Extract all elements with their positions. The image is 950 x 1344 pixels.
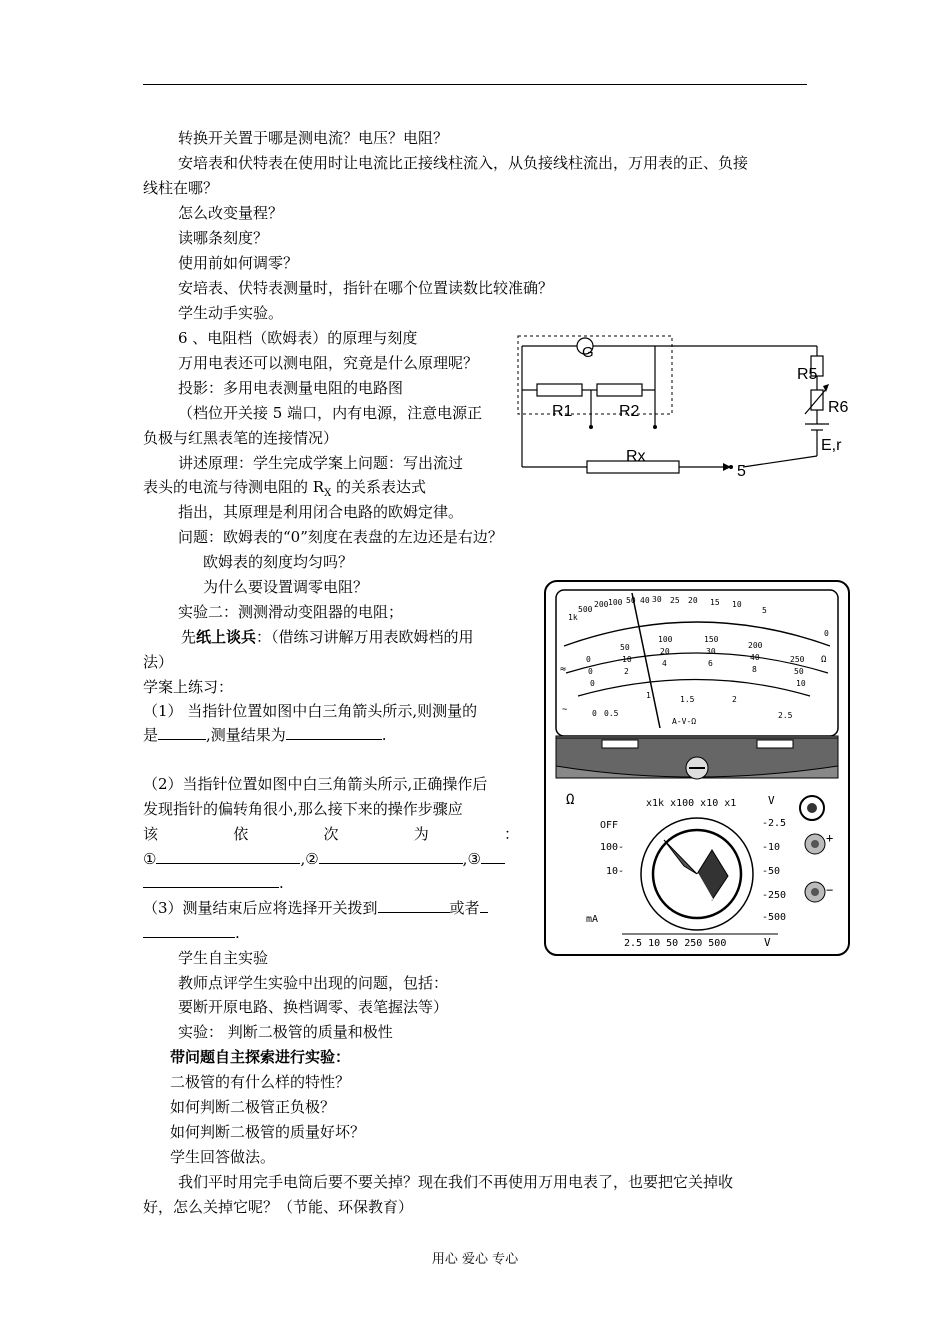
answer-blank <box>158 725 206 740</box>
paragraph-line: 学案上练习： <box>143 678 234 696</box>
paragraph-line: 万用电表还可以测电阻，究竟是什么原理呢？ <box>178 354 479 372</box>
exercise-line: 是 ,测量结果为 . <box>143 726 387 744</box>
paragraph-line: 使用前如何调零？ <box>178 254 299 272</box>
range-label: 100- <box>600 842 625 853</box>
paragraph-line: 转换开关置于哪是测电流？电压？电阻？ <box>178 129 449 147</box>
multimeter-illustration <box>542 578 854 960</box>
paragraph-line: 教师点评学生实验中出现的问题，包括： <box>178 974 449 992</box>
exercise-line: 发现指针的偏转角很小,那么接下来的操作步骤应 <box>143 800 463 818</box>
answer-blank <box>378 898 450 913</box>
paragraph-line: 我们平时用完手电筒后要不要关掉？现在我们不再使用万用电表了，也要把它关掉收 <box>178 1173 734 1191</box>
exercise-line: . <box>143 923 240 943</box>
voltage-top-label: V <box>768 794 775 807</box>
ma-label: mA <box>586 914 599 925</box>
answer-blank <box>156 849 300 864</box>
paragraph-line: 线柱在哪？ <box>143 179 219 197</box>
paragraph-line: 实验二：测测滑动变阻器的电阻； <box>178 603 404 621</box>
bottom-v-label: V <box>764 936 771 949</box>
paragraph-line: 学生自主实验 <box>178 949 269 967</box>
paragraph-line: 法） <box>143 653 174 671</box>
header-rule <box>143 84 807 85</box>
dc-scale-50: 0 10 20 30 40 50 <box>588 647 804 676</box>
r5-label: R5 <box>797 366 818 383</box>
range-label: -50 <box>762 866 781 877</box>
paragraph-line: 学生动手实验。 <box>178 304 284 322</box>
r1-label: R1 <box>552 403 573 420</box>
svg-text:~: ~ <box>562 705 568 715</box>
off-label: OFF <box>600 820 619 831</box>
positive-terminal-label: + <box>826 831 834 845</box>
paragraph-line: 好，怎么关掉它呢？（节能、环保教育） <box>143 1198 414 1216</box>
paragraph-line: 问题：欧姆表的“0”刻度在表盘的左边还是右边？ <box>178 528 503 546</box>
paragraph-line: 欧姆表的刻度均匀吗？ <box>203 553 354 571</box>
range-label: -10 <box>762 842 781 853</box>
paragraph-line: 为什么要设置调零电阻？ <box>203 578 369 596</box>
paragraph-line: 投影：多用电表测量电阻的电路图 <box>178 379 404 397</box>
range-label: 10- <box>606 866 625 877</box>
range-label: -250 <box>762 890 787 901</box>
answer-blank <box>143 873 279 888</box>
galvanometer-label: G <box>582 344 594 361</box>
answer-blank <box>143 923 235 938</box>
ohm-range-symbol: Ω <box>566 792 575 808</box>
answer-blank <box>481 849 505 864</box>
paragraph-line: 二极管的有什么样的特性？ <box>170 1073 351 1091</box>
svg-text:≈: ≈ <box>560 664 567 675</box>
exercise-line: （1） 当指针位置如图中白三角箭头所示,则测量的 <box>143 702 478 720</box>
range-label: -2.5 <box>762 818 787 829</box>
answer-blank <box>480 898 488 913</box>
paragraph-line: 负极与红黑表笔的连接情况） <box>143 429 339 447</box>
exercise-line: （2）当指针位置如图中白三角箭头所示,正确操作后 <box>143 775 488 793</box>
paragraph-line: 要断开原电路、换档调零、表笔握法等） <box>178 998 449 1016</box>
ohm-symbol: Ω <box>821 655 827 665</box>
paragraph-line: 指出，其原理是利用闭合电路的欧姆定律。 <box>178 503 464 521</box>
exercise-line: 该 依 次 为 ： <box>143 825 519 843</box>
ac-scale: 0 0.5 1 1.5 2 2.5 <box>592 691 793 720</box>
paragraph-line: 怎么改变量程？ <box>178 204 284 222</box>
ohmmeter-circuit-diagram <box>505 330 860 500</box>
paragraph-line: （档位开关接 5 端口，内有电源，注意电源正 <box>178 404 483 422</box>
page-footer: 用心 爱心 专心 <box>431 1252 519 1267</box>
bold-heading: 带问题自主探索进行实验： <box>170 1048 351 1066</box>
negative-terminal-label: − <box>826 883 834 897</box>
r2-label: R2 <box>619 403 640 420</box>
paragraph-line: 讲述原理：学生完成学案上问题：写出流过 <box>178 454 464 472</box>
paragraph-line: 如何判断二极管的质量好坏？ <box>170 1123 366 1141</box>
paragraph-line: 先纸上谈兵：（借练习讲解万用表欧姆档的用 <box>181 628 474 646</box>
exercise-line: . <box>143 873 284 893</box>
paragraph-line: 学生回答做法。 <box>170 1148 276 1166</box>
paragraph-line: 安培表、伏特表测量时，指针在哪个位置读数比较准确？ <box>178 279 554 297</box>
paragraph-line: 安培表和伏特表在使用时让电流比正接线柱流入，从负接线柱流出，万用表的正、负接 <box>178 154 749 172</box>
port-label: 5 <box>737 463 746 480</box>
paragraph-line: 实验： 判断二极管的质量和极性 <box>178 1023 393 1041</box>
answer-blank <box>286 725 382 740</box>
ohm-range-labels: x1k x100 x10 x1 <box>646 798 737 809</box>
dc-scale-10: 0 2 4 6 8 10 <box>590 659 806 688</box>
rx-label: Rx <box>626 448 646 465</box>
paragraph-line: 表头的电流与待测电阻的 $R_X$ 的关系表达式 <box>143 478 426 499</box>
bottom-ranges: 2.5 10 50 250 500 <box>624 938 727 949</box>
battery-label: E,r <box>821 437 842 454</box>
exercise-line: ① ,② ,③ <box>143 849 505 869</box>
ohm-scale-numbers: 1k 500 200 100 50 40 30 25 20 15 10 5 0 <box>568 595 829 638</box>
dc-scale-250: 0 50 100 150 200 250 <box>586 635 805 664</box>
answer-blank <box>319 849 463 864</box>
paragraph-line: 读哪条刻度？ <box>178 229 269 247</box>
range-label: -500 <box>762 912 787 923</box>
r6-label: R6 <box>828 399 849 416</box>
section-heading: 6 、电阻档（欧姆表）的原理与刻度 <box>178 329 418 347</box>
scale-caption: A-V-Ω <box>672 717 697 726</box>
paragraph-line: 如何判断二极管正负极？ <box>170 1098 336 1116</box>
exercise-line: （3）测量结束后应将选择开关拨到 或者 <box>143 898 488 918</box>
